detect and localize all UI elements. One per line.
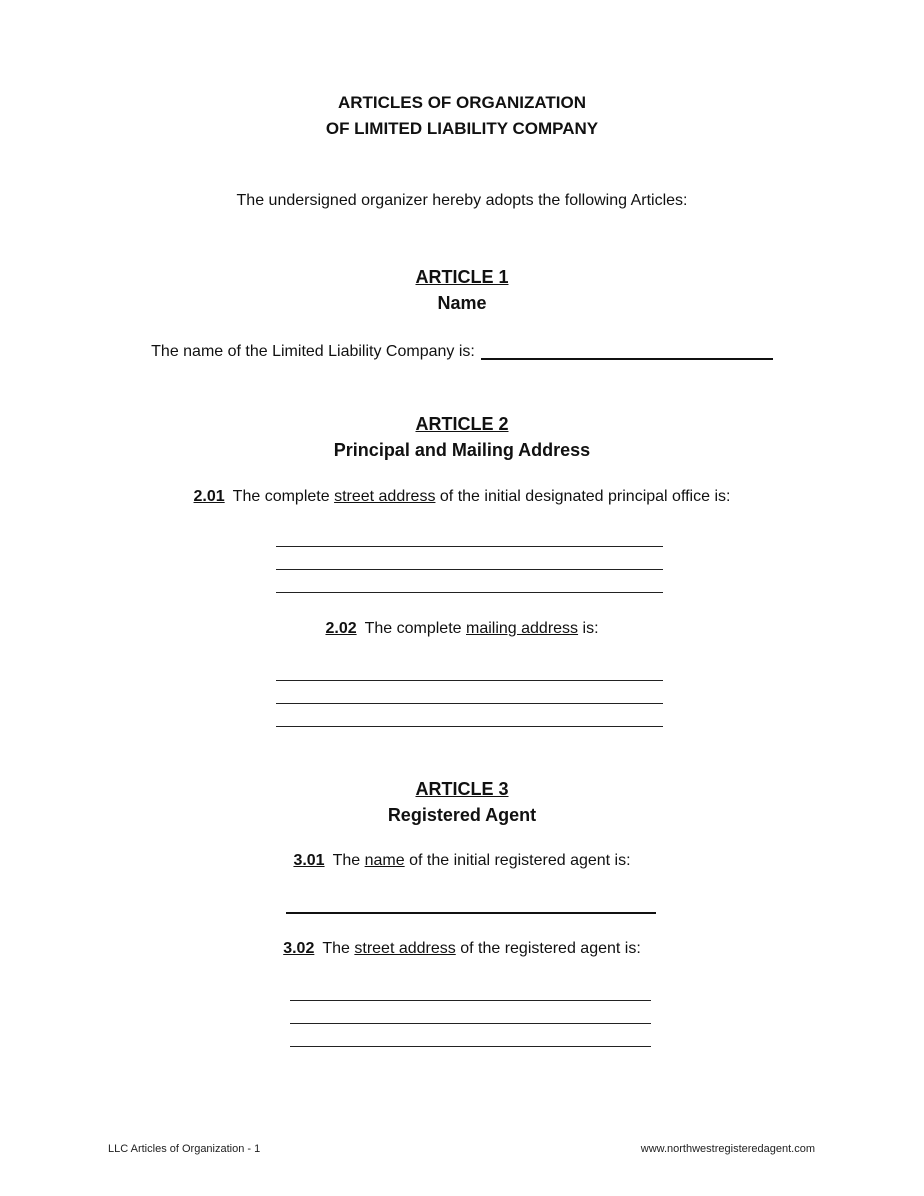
section-3-01-pre: The [332,852,361,869]
section-2-02-post: is: [582,620,599,637]
intro-text: The undersigned organizer hereby adopts the following Articles: [236,192,688,209]
section-3-01-term: name [364,852,405,869]
article-3-subheading: Registered Agent [387,805,537,825]
article-1-heading [0,264,924,290]
section-3-01-post: of the initial registered agent is: [409,852,631,869]
section-2-01-number: 2.01 [193,488,225,505]
section-3-02-pre: The [322,940,350,957]
article-2-number: ARTICLE 2 [415,414,509,434]
mailing-address-line-1[interactable] [276,680,663,681]
principal-address-line-2[interactable] [276,569,663,570]
mailing-address-line-3[interactable] [276,726,663,727]
section-2-01 [0,486,924,508]
principal-address-line-3[interactable] [276,592,663,593]
article-1-number: ARTICLE 1 [415,267,509,287]
section-2-02-term: mailing address [466,620,579,637]
section-3-02-number: 3.02 [283,940,315,957]
section-3-01-number: 3.01 [293,852,325,869]
section-3-02-term: street address [354,940,456,957]
section-3-02-post: of the registered agent is: [460,940,641,957]
agent-address-line-3[interactable] [290,1046,651,1047]
section-2-01-pre: The complete [232,488,330,505]
article-1-subheading: Name [437,293,487,313]
footer-website: www.northwestregisteredagent.com [640,1143,815,1155]
footer-page-label: LLC Articles of Organization - 1 [108,1143,261,1155]
section-2-02 [0,618,924,640]
principal-address-line-1[interactable] [276,546,663,547]
agent-address-line-2[interactable] [290,1023,651,1024]
section-2-01-term: street address [334,488,436,505]
section-2-01-post: of the initial designated principal office is: [439,488,731,505]
article-2-heading [0,411,924,437]
section-2-02-number: 2.02 [325,620,357,637]
agent-address-line-1[interactable] [290,1000,651,1001]
section-3-01 [0,850,924,872]
mailing-address-line-2[interactable] [276,703,663,704]
registered-agent-name-line[interactable] [286,912,656,914]
article-2-subheading: Principal and Mailing Address [333,440,591,460]
section-3-02 [0,938,924,960]
llc-name-blank-line[interactable] [481,358,773,360]
article-1-name-field [0,341,924,363]
section-2-02-pre: The complete [364,620,462,637]
document-title-line-2: OF LIMITED LIABILITY COMPANY [325,119,599,138]
document-title-line-1: ARTICLES OF ORGANIZATION [337,93,587,112]
article-3-heading [0,776,924,802]
article-3-number: ARTICLE 3 [415,779,509,799]
article-1-text: The name of the Limited Liability Company is: [151,343,475,360]
